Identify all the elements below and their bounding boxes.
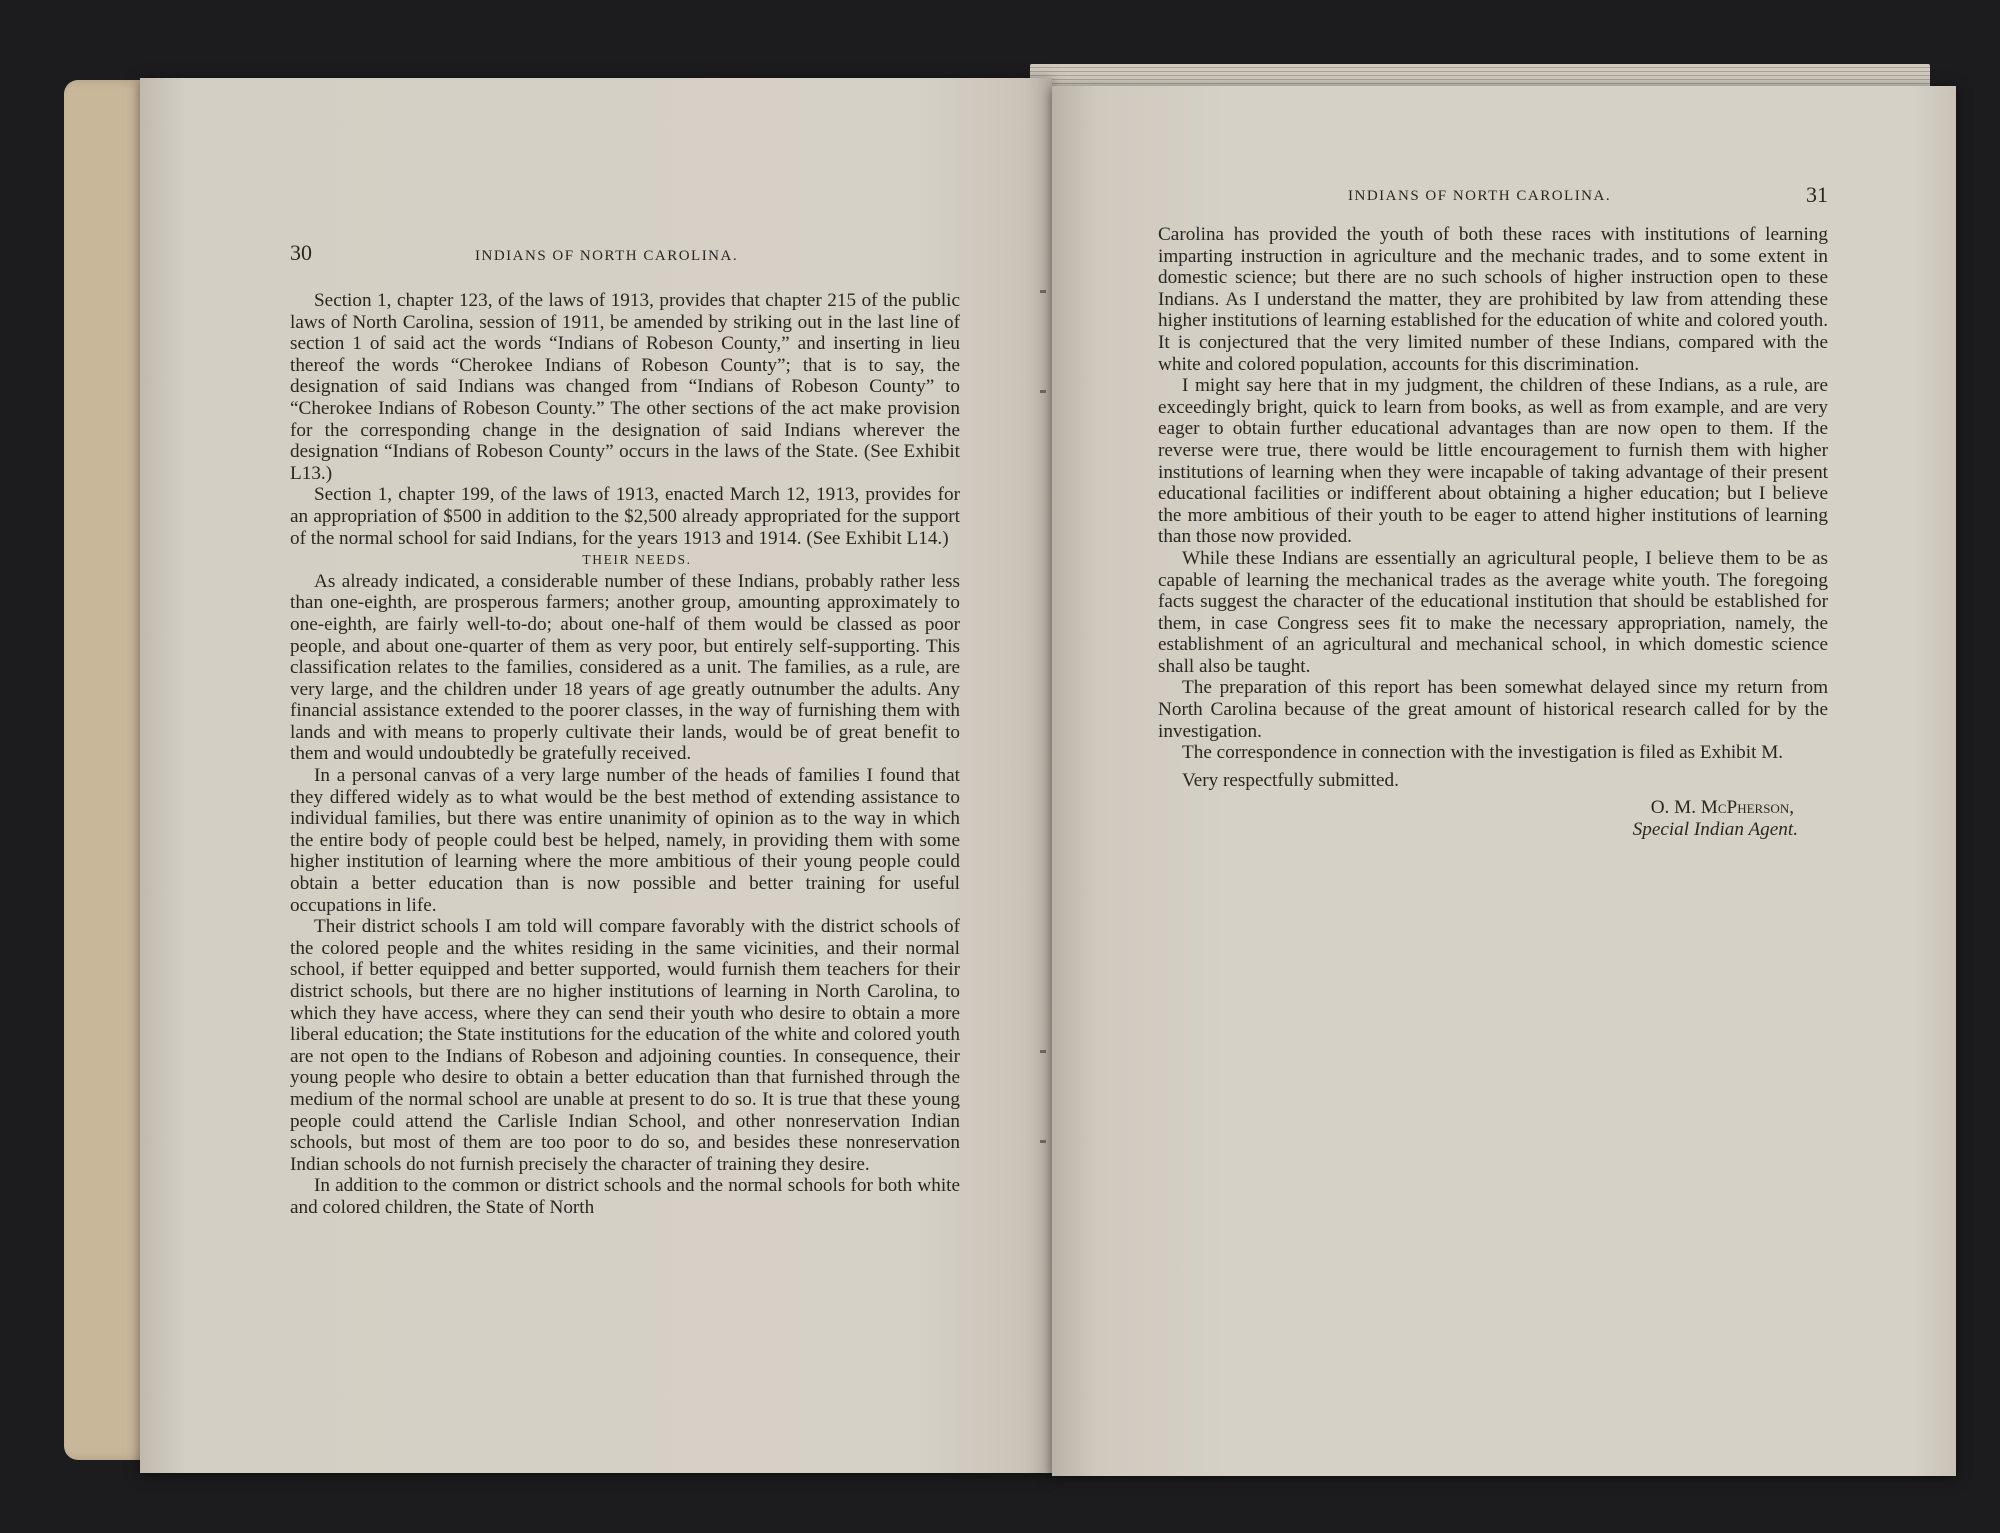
paragraph: The preparation of this report has been somewhat delayed since my return from North Carolina because of the great amount of historical research called for by the investigation.	[1158, 677, 1828, 742]
paragraph: Section 1, chapter 199, of the laws of 1913, enacted March 12, 1913, provides for an appropriation of $500 in addition to the $2,500 already appropriated for the support of the normal school for said Indians, for the years 1913 and 1914. (See Exhibit L14.)	[290, 484, 960, 549]
paragraph: As already indicated, a considerable number of these Indians, probably rather less than one-eighth, are prosperous farmers; another group, amounting approximately to one-eighth, are fairly well-to-do; about one-half of them would be classed as poor people, and about one-quarter of them as very poor, but entirely self-supporting. This classification relates to the families, considered as a unit. The families, as a rule, are very large, and the children under 18 years of age greatly outnumber the adults. Any financial assistance extended to the poorer classes, in the way of furnishing them with lands and with means to properly cultivate their lands, would be of great benefit to them and would undoubtedly be gratefully received.	[290, 570, 960, 765]
binding-stitch	[1040, 1140, 1046, 1143]
closing-line: Very respectfully submitted.	[1182, 769, 1399, 791]
paragraph: While these Indians are essentially an agricultural people, I believe them to be as capable of learning the mechanical trades as the average white youth. The foregoing facts suggest the character of the educational institution that should be established for them, in case Congress sees fit to make the necessary appropriation, namely, the establishment of an agricultural and mechanical school, in which domestic science shall also be taught.	[1158, 547, 1828, 677]
right-text-column	[1158, 224, 1828, 841]
binding-stitch	[1040, 290, 1046, 293]
left-running-head: INDIANS OF NORTH CAROLINA.	[475, 248, 739, 264]
right-page-number: 31	[1806, 182, 1828, 207]
paragraph: Section 1, chapter 123, of the laws of 1913, provides that chapter 215 of the public laws of North Carolina, session of 1911, be amended by striking out in the last line of section 1 of said act the words “Indians of Robeson County,” and inserting in lieu thereof the words “Cherokee Indians of Robeson County”; that is to say, the designation of said Indians was changed from “Indians of Robeson County” to “Cherokee Indians of Robeson County.” The other sections of the act make provision for the corresponding change in the designation of said Indians wherever the designation “Indians of Robeson County” occurs in the laws of the State. (See Exhibit L13.)	[290, 290, 960, 484]
binding-stitch	[1040, 390, 1046, 393]
paragraph: Their district schools I am told will compare favorably with the district schools of the colored people and the whites residing in the same vicinities, and their normal school, if better equipped and better supported, would furnish them teachers for their district schools, but there are no higher institutions of learning in North Carolina, to which they have access, where they can send their youth who desire to obtain a more liberal education; the State institutions for the education of the white and colored youth are not open to the Indians of Robeson and adjoining counties. In consequence, their young people who desire to obtain a better education than that furnished through the medium of the normal school are unable at present to do so. It is true that these young people could attend the Carlisle Indian School, and other nonreservation Indian schools, but most of them are too poor to do so, and besides these nonreservation Indian schools do not furnish precisely the character of training they desire.	[290, 916, 960, 1175]
continued-paragraph: Carolina has provided the youth of both these races with institutions of learning imparting instruction in agriculture and the mechanic trades, and to some extent in domestic science; but there are no such schools of higher instruction open to these Indians. As I understand the matter, they are prohibited by law from attending these higher institutions of learning established for the education of white and colored youth. It is conjectured that the very limited number of these Indians, compared with the white and colored population, accounts for this discrimination.	[1158, 224, 1828, 375]
signature-block	[1158, 797, 1828, 840]
left-page	[140, 78, 1052, 1473]
right-running-head: INDIANS OF NORTH CAROLINA.	[1348, 188, 1612, 204]
section-heading: THEIR NEEDS.	[582, 552, 692, 568]
paragraph: In addition to the common or district schools and the normal schools for both white and colored children, the State of North	[290, 1175, 960, 1218]
binding-stitch	[1040, 1050, 1046, 1053]
paragraph: I might say here that in my judgment, the children of these Indians, as a rule, are exceedingly bright, quick to learn from books, as well as from example, and are very eager to obtain further educational advantages than are now open to them. If the reverse were true, there would be little encouragement to furnish them with higher institutions of learning when they were incapable of taking advantage of their present educational facilities or indifferent about obtaining a higher education; but I believe the more ambitious of their youth to be eager to attend higher institutions of learning than those now provided.	[1158, 375, 1828, 548]
signature-name: O. M. McPherson,	[1650, 797, 1794, 819]
paragraph: The correspondence in connection with the investigation is filed as Exhibit M.	[1182, 742, 1784, 764]
paragraph: In a personal canvas of a very large number of the heads of families I found that they differed widely as to what would be the best method of extending assistance to individual families, but there was entire unanimity of opinion as to the way in which the entire body of people could best be helped, namely, in providing them with some higher institution of learning where the more ambitious of their young people could obtain a better education than is now possible and better training for useful occupations in life.	[290, 765, 960, 916]
left-page-number: 30	[290, 240, 312, 265]
right-page	[1052, 86, 1956, 1476]
signature-title: Special Indian Agent.	[1632, 819, 1798, 841]
left-text-column	[290, 290, 960, 1219]
